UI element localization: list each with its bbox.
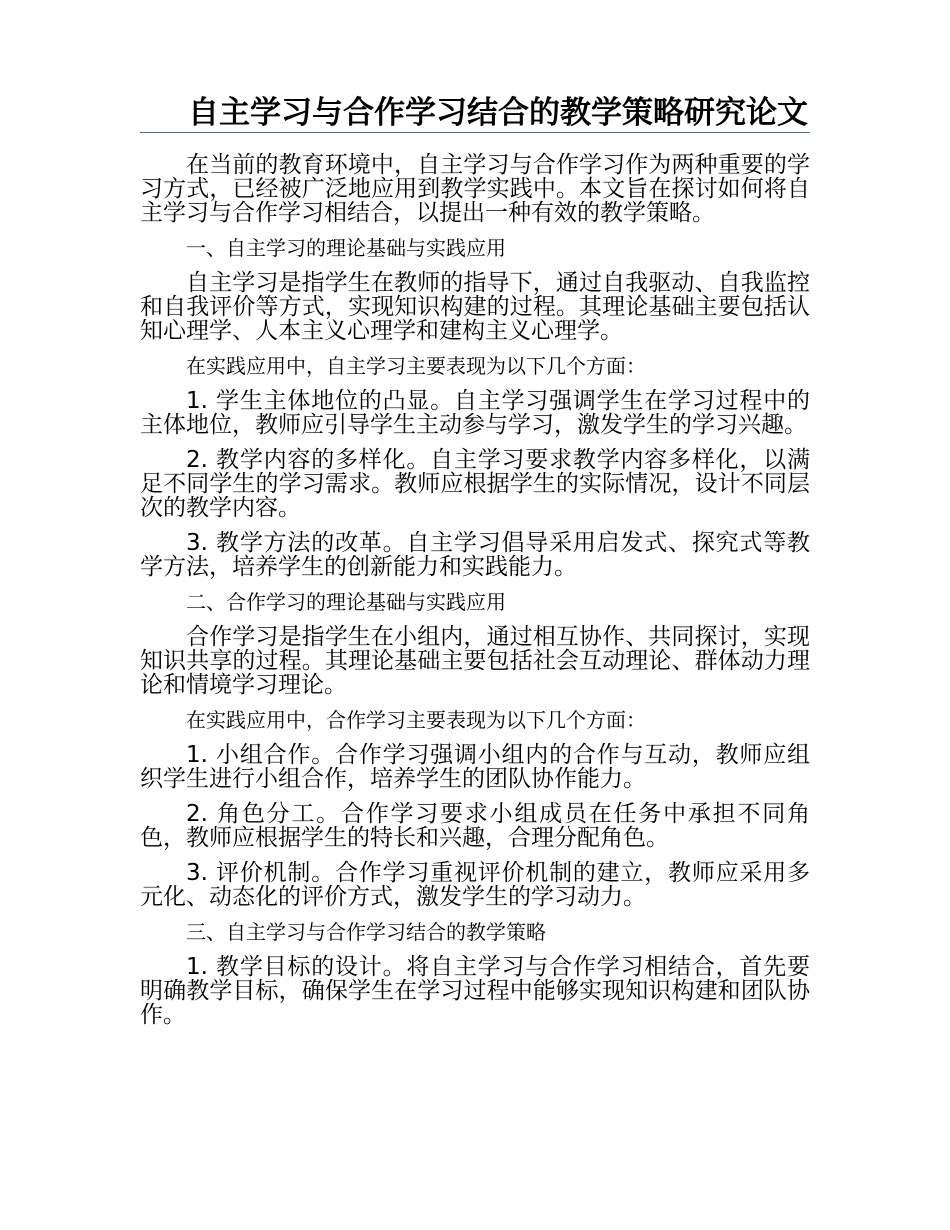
list-intro: 在实践应用中，自主学习主要表现为以下几个方面： (186, 354, 646, 378)
document-title: 自主学习与合作学习结合的教学策略研究论文 (188, 95, 808, 131)
section-heading-3: 三、自主学习与合作学习结合的教学策略 (186, 920, 546, 944)
section-heading-2: 二、合作学习的理论基础与实践应用 (186, 590, 506, 614)
list-item: 1. 学生主体地位的凸显。自主学习强调学生在学习过程中的主体地位，教师应引导学生主动参与学习，激发学生的学习兴趣。 (140, 388, 810, 438)
list-item: 2. 教学内容的多样化。自主学习要求教学内容多样化，以满足不同学生的学习需求。教师应根据学生的实际情况，设计不同层次的教学内容。 (140, 447, 810, 521)
list-item: 3. 教学方法的改革。自主学习倡导采用启发式、探究式等教学方法，培养学生的创新能力和实践能力。 (140, 530, 810, 580)
body-paragraph: 自主学习是指学生在教师的指导下，通过自我驱动、自我监控和自我评价等方式，实现知识构建的过程。其理论基础主要包括认知心理学、人本主义心理学和建构主义心理学。 (140, 270, 810, 344)
list-item: 3. 评价机制。合作学习重视评价机制的建立，教师应采用多元化、动态化的评价方式，激发学生的学习动力。 (140, 860, 810, 910)
title-underline (140, 132, 810, 133)
list-item: 2. 角色分工。合作学习要求小组成员在任务中承担不同角色，教师应根据学生的特长和兴趣，合理分配角色。 (140, 801, 810, 851)
section-heading-1: 一、自主学习的理论基础与实践应用 (186, 236, 506, 260)
body-paragraph: 合作学习是指学生在小组内，通过相互协作、共同探讨，实现知识共享的过程。其理论基础主要包括社会互动理论、群体动力理论和情境学习理论。 (140, 624, 810, 698)
list-item: 1. 教学目标的设计。将自主学习与合作学习相结合，首先要明确教学目标，确保学生在学习过程中能够实现知识构建和团队协作。 (140, 954, 810, 1028)
intro-paragraph: 在当前的教育环境中，自主学习与合作学习作为两种重要的学习方式，已经被广泛地应用到教学实践中。本文旨在探讨如何将自主学习与合作学习相结合，以提出一种有效的教学策略。 (140, 152, 810, 226)
document-page (140, 95, 810, 1038)
list-item: 1. 小组合作。合作学习强调小组内的合作与互动，教师应组织学生进行小组合作，培养学生的团队协作能力。 (140, 742, 810, 792)
list-intro: 在实践应用中，合作学习主要表现为以下几个方面： (186, 708, 646, 732)
